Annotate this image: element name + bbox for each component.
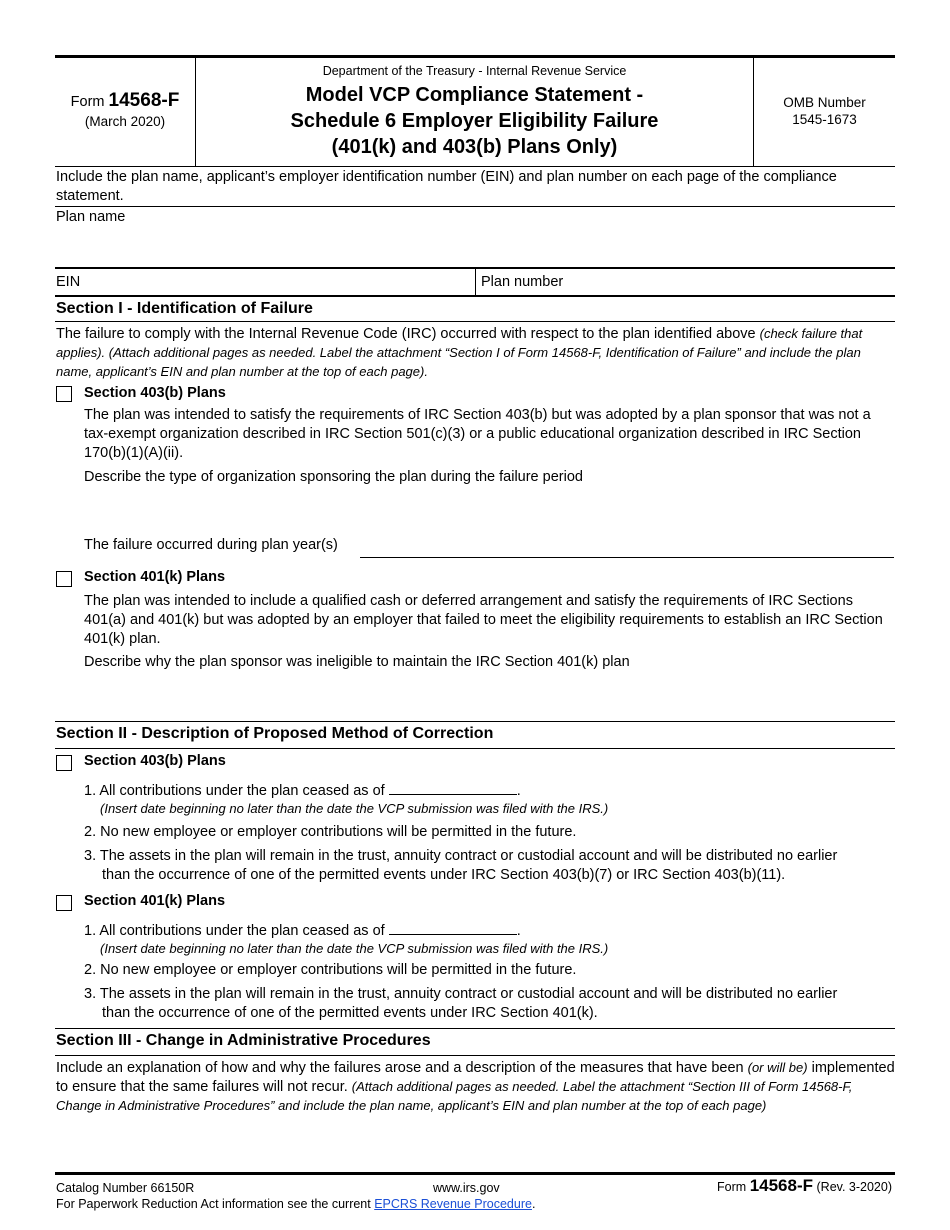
s2-401k-label: Section 401(k) Plans [84,893,226,909]
section3-top-rule [55,1028,895,1029]
footer-form-number: 14568-F [749,1176,814,1195]
title-line-3: (401(k) and 403(b) Plans Only) [331,136,618,158]
footer-website: www.irs.gov [433,1181,500,1195]
s1-403b-checkbox[interactable] [56,386,72,402]
section3-text-a-italic: (or will be) [747,1060,808,1075]
section1-intro-text: The failure to comply with the Internal Revenue Code (IRC) occurred with respect to the plan identified above [56,326,756,342]
s1-plan-years-underline [360,557,894,558]
s1-403b-text: The plan was intended to satisfy the requirements of IRC Section 403(b) but was adopted by a plan sponsor that was not a tax-exempt organization described in IRC Section 501(c)(3) or a public educational organization described in IRC Section 170(b)(1)(A)(ii). [84,407,871,461]
omb-number: 1545-1673 [792,112,857,127]
ein-label: EIN [56,274,81,290]
catalog-number: Catalog Number 66150R [56,1181,195,1195]
footer-form-prefix: Form [717,1180,747,1194]
s2-401k-checkbox[interactable] [56,895,72,911]
header-top-rule [55,55,895,58]
section1-heading: Section I - Identification of Failure [56,300,313,317]
omb-block [754,94,895,128]
form-id-block [55,90,195,131]
title-line-1: Model VCP Compliance Statement - [305,84,644,106]
s2-403b-item1-note: (Insert date beginning no later than the date the VCP submission was filed with the IRS.) [100,801,609,816]
department-line: Department of the Treasury - Internal Revenue Service [322,64,627,78]
footer-revision: (Rev. 3-2020) [816,1180,892,1194]
s2-401k-item2: 2. No new employee or employer contributions will be permitted in the future. [84,962,577,978]
s2-401k-item1-note: (Insert date beginning no later than the date the VCP submission was filed with the IRS.) [100,941,609,956]
plan-number-field[interactable] [575,270,893,294]
intro-instructions: Include the plan name, applicant’s employer identification number (EIN) and plan number on each page of the compliance statement. [56,169,837,204]
section3-heading: Section III - Change in Administrative Procedures [56,1032,431,1049]
s2-401k-date-field[interactable] [389,921,517,935]
s1-403b-label: Section 403(b) Plans [84,385,226,401]
section3-text-b-italic: (Attach additional pages as needed. Label the attachment “Section III of Form 14568-F, Change in Administrative Procedures” and include the plan name, applicant’s EIN and plan number at the top of each page) [56,1079,853,1113]
paperwork-end: . [531,1197,536,1211]
header-bottom-rule [55,166,895,167]
s1-plan-years-field[interactable] [360,536,894,556]
plan-name-label: Plan name [56,209,126,225]
section2-top-rule [55,721,895,722]
plan-name-field[interactable] [55,228,895,266]
section2-heading: Section II - Description of Proposed Method of Correction [56,725,494,742]
epcrs-link[interactable]: EPCRS Revenue Procedure [374,1197,532,1211]
s1-401k-text: The plan was intended to include a qualified cash or deferred arrangement and satisfy the requirements of IRC Sections 401(a) and 401(k) but was adopted by an employer that failed to meet the eligibility requirements to establish an IRC Section 401(k) plan. [84,593,883,647]
s2-401k-item3-line1: 3. The assets in the plan will remain in the trust, annuity contract or custodial account and will be distributed no earlier [84,986,838,1002]
paperwork-notice [56,1196,535,1212]
s2-403b-label: Section 403(b) Plans [84,753,226,769]
s2-401k-item3-line2: than the occurrence of one of the permitted events under IRC Section 401(k). [102,1005,598,1021]
footer-form-id [717,1176,892,1197]
s2-403b-item3-line1: 3. The assets in the plan will remain in the trust, annuity contract or custodial account and will be distributed no earlier [84,848,838,864]
s2-401k-item1: 1. All contributions under the plan ceased as of . [84,923,521,939]
form-date: (March 2020) [84,114,166,129]
paperwork-text: For Paperwork Reduction Act information see the current [56,1197,371,1211]
s2-403b-item3-line2: than the occurrence of one of the permitted events under IRC Section 403(b)(7) or IRC Section 403(b)(11). [102,867,786,883]
ein-divider [475,268,476,295]
s2-401k-item1-text: 1. All contributions under the plan ceased as of [84,923,385,939]
section3-text [56,1059,896,1116]
omb-label: OMB Number [783,95,866,110]
plan-number-label: Plan number [481,274,564,290]
s2-403b-item2: 2. No new employee or employer contributions will be permitted in the future. [84,824,577,840]
ein-rule [55,295,895,297]
title-block [196,63,753,160]
s1-plan-years-label: The failure occurred during plan year(s) [84,537,338,553]
s2-403b-date-field[interactable] [389,781,517,795]
s1-403b-describe-label: Describe the type of organization sponsoring the plan during the failure period [84,469,583,485]
section3-text-b: implemented to ensure that the same failures will not recur. [56,1060,895,1095]
intro-rule [55,206,895,207]
section3-text-a: Include an explanation of how and why the failures arose and a description of the measures that have been [56,1060,744,1076]
section1-intro [56,325,896,382]
section1-intro-italic: (check failure that applies). (Attach additional pages as needed. Label the attachment “Section I of Form 14568-F, Identification of Failure” and include the plan name, applicant’s EIN and plan number at the top of each page). [56,326,863,379]
section3-rule [55,1055,895,1056]
s1-401k-checkbox[interactable] [56,571,72,587]
section2-rule [55,748,895,749]
form-number: 14568-F [108,90,180,111]
footer-rule [55,1172,895,1175]
s2-403b-item1: 1. All contributions under the plan ceased as of . [84,783,521,799]
form-prefix: Form [70,94,105,110]
s1-403b-describe-field[interactable] [84,490,894,532]
s2-403b-checkbox[interactable] [56,755,72,771]
section1-rule [55,321,895,322]
s1-401k-describe-label: Describe why the plan sponsor was ineligible to maintain the IRC Section 401(k) plan [84,654,630,670]
s2-403b-item1-text: 1. All contributions under the plan ceased as of [84,783,385,799]
s1-401k-label: Section 401(k) Plans [84,569,226,585]
ein-field[interactable] [90,270,470,294]
s1-401k-describe-field[interactable] [84,675,894,717]
title-line-2: Schedule 6 Employer Eligibility Failure [290,110,659,132]
